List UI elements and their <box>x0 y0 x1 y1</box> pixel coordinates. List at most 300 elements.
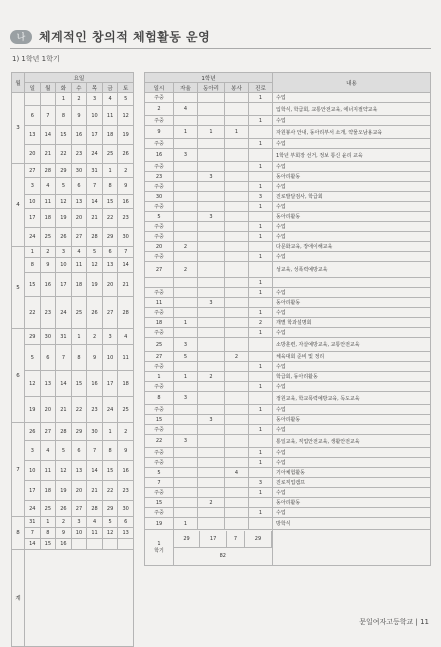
calendar-day: 7 <box>56 345 72 371</box>
calendar-day: 30 <box>118 228 134 247</box>
schedule-content: 수업 <box>273 252 431 262</box>
calendar-day: 10 <box>102 345 118 371</box>
schedule-career: 1 <box>249 93 273 103</box>
schedule-autonomy: 2 <box>174 242 198 252</box>
weekday-label: 목 <box>87 83 103 93</box>
calendar-day: 11 <box>87 528 103 539</box>
calendar-day: 25 <box>71 297 87 329</box>
schedule-content: 동아리활동 <box>273 298 431 308</box>
schedule-autonomy <box>174 288 198 298</box>
schedule-career <box>249 518 273 530</box>
schedule-date: 주중 <box>145 162 174 172</box>
schedule-row <box>145 392 431 405</box>
schedule-autonomy: 5 <box>174 352 198 362</box>
calendar-day: 6 <box>102 247 118 258</box>
calendar-day: 27 <box>71 228 87 247</box>
calendar-day: 9 <box>71 106 87 126</box>
schedule-content: 학급회, 동아리활동 <box>273 372 431 382</box>
schedule-content: 성교육, 성폭력예방교육 <box>273 262 431 278</box>
schedule-club <box>198 478 225 488</box>
schedule-row <box>145 352 431 362</box>
schedule-row <box>145 435 431 448</box>
schedule-row <box>145 192 431 202</box>
schedule-volunteer <box>225 182 249 192</box>
calendar-day: 31 <box>56 329 72 345</box>
schedule-date: 주중 <box>145 182 174 192</box>
schedule-career: 1 <box>249 308 273 318</box>
schedule-content: 수업 <box>273 508 431 518</box>
schedule-club <box>198 308 225 318</box>
schedule-volunteer <box>225 518 249 530</box>
schedule-career: 1 <box>249 288 273 298</box>
schedule-autonomy <box>174 405 198 415</box>
calendar-day: 30 <box>71 164 87 178</box>
calendar-day: 4 <box>118 329 134 345</box>
schedule-total-row <box>145 530 431 566</box>
schedule-content: 수업 <box>273 362 431 372</box>
calendar-day: 10 <box>25 461 41 481</box>
calendar-day <box>25 93 41 106</box>
schedule-career: 1 <box>249 488 273 498</box>
calendar-day: 18 <box>71 273 87 297</box>
calendar-day: 3 <box>25 441 41 461</box>
calendar-day: 27 <box>40 423 56 441</box>
schedule-autonomy <box>174 415 198 425</box>
month-label: 6 <box>12 329 25 423</box>
calendar-day: 21 <box>87 209 103 228</box>
calendar-day: 6 <box>71 441 87 461</box>
schedule-volunteer <box>225 478 249 488</box>
schedule-autonomy <box>174 162 198 172</box>
calendar-day: 29 <box>102 228 118 247</box>
schedule-row <box>145 212 431 222</box>
calendar-day: 19 <box>25 397 41 423</box>
calendar-day: 6 <box>71 178 87 195</box>
calendar-day: 3 <box>71 517 87 528</box>
calendar-day: 27 <box>25 164 41 178</box>
schedule-content: 정원교육, 학교폭력예방교육, 독도교육 <box>273 392 431 405</box>
schedule-autonomy <box>174 458 198 468</box>
schedule-date: 30 <box>145 192 174 202</box>
schedule-volunteer: 2 <box>225 352 249 362</box>
calendar-day: 22 <box>102 209 118 228</box>
schedule-content: 수업 <box>273 182 431 192</box>
calendar-day: 14 <box>87 461 103 481</box>
schedule-date: 19 <box>145 518 174 530</box>
calendar-day: 6 <box>25 106 41 126</box>
calendar-day: 30 <box>87 423 103 441</box>
schedule-volunteer <box>225 392 249 405</box>
schedule-career <box>249 498 273 508</box>
section-badge: 나 <box>10 30 32 44</box>
calendar-day: 16 <box>87 371 103 397</box>
schedule-content: 수업 <box>273 448 431 458</box>
calendar-day: 11 <box>102 106 118 126</box>
calendar-day: 20 <box>102 273 118 297</box>
schedule-date: 주중 <box>145 252 174 262</box>
schedule-autonomy <box>174 488 198 498</box>
schedule-club <box>198 103 225 116</box>
calendar-day: 11 <box>40 461 56 481</box>
calendar-day: 23 <box>87 397 103 423</box>
schedule-volunteer <box>225 222 249 232</box>
calendar-day: 1 <box>25 247 41 258</box>
schedule-autonomy: 1 <box>174 518 198 530</box>
calendar-day <box>71 539 87 550</box>
weekday-label: 월 <box>40 83 56 93</box>
calendar-day: 25 <box>118 397 134 423</box>
calendar-day: 22 <box>25 297 41 329</box>
schedule-career <box>249 435 273 448</box>
total-jayul: 29 <box>174 531 200 548</box>
calendar-day: 19 <box>118 126 134 145</box>
calendar-day: 28 <box>56 423 72 441</box>
schedule-row <box>145 242 431 252</box>
volunteer-column-header: 봉사 <box>225 83 249 93</box>
schedule-volunteer <box>225 338 249 352</box>
schedule-row <box>145 298 431 308</box>
schedule-content: 방학식 <box>273 518 431 530</box>
schedule-career: 1 <box>249 116 273 126</box>
schedule-autonomy <box>174 222 198 232</box>
schedule-volunteer <box>225 498 249 508</box>
schedule-row <box>145 458 431 468</box>
schedule-club <box>198 252 225 262</box>
calendar-day: 13 <box>40 371 56 397</box>
schedule-date: 20 <box>145 242 174 252</box>
calendar-day: 7 <box>40 106 56 126</box>
calendar-day: 4 <box>71 247 87 258</box>
schedule-club: 1 <box>198 126 225 139</box>
calendar-day: 28 <box>40 164 56 178</box>
weekday-label: 금 <box>102 83 118 93</box>
schedule-club <box>198 222 225 232</box>
schedule-club <box>198 202 225 212</box>
calendar-day: 29 <box>71 423 87 441</box>
calendar-day: 13 <box>118 528 134 539</box>
calendar-day: 31 <box>25 517 41 528</box>
calendar-day: 7 <box>118 247 134 258</box>
schedule-volunteer <box>225 405 249 415</box>
calendar-day: 1 <box>56 93 72 106</box>
calendar-day: 20 <box>40 397 56 423</box>
calendar-day: 12 <box>118 106 134 126</box>
calendar-day: 16 <box>56 539 72 550</box>
schedule-autonomy <box>174 139 198 149</box>
calendar-day: 27 <box>102 297 118 329</box>
schedule-club <box>198 392 225 405</box>
calendar-day: 6 <box>40 345 56 371</box>
schedule-club: 3 <box>198 172 225 182</box>
schedule-volunteer <box>225 435 249 448</box>
calendar-day: 13 <box>102 258 118 273</box>
schedule-total-label <box>145 530 174 566</box>
calendar-day: 16 <box>40 273 56 297</box>
calendar-day: 5 <box>118 93 134 106</box>
total-career: 29 <box>244 531 271 548</box>
schedule-autonomy <box>174 172 198 182</box>
calendar-day: 11 <box>118 345 134 371</box>
schedule-career: 1 <box>249 278 273 288</box>
calendar-day: 17 <box>56 273 72 297</box>
schedule-career <box>249 103 273 116</box>
schedule-autonomy <box>174 252 198 262</box>
schedule-club: 3 <box>198 415 225 425</box>
schedule-club <box>198 468 225 478</box>
schedule-row <box>145 222 431 232</box>
schedule-volunteer <box>225 192 249 202</box>
schedule-career <box>249 392 273 405</box>
schedule-table <box>144 72 431 566</box>
calendar-day: 9 <box>56 528 72 539</box>
schedule-volunteer <box>225 103 249 116</box>
calendar-day: 7 <box>25 528 41 539</box>
schedule-content: 수업 <box>273 202 431 212</box>
schedule-date: 2 <box>145 103 174 116</box>
schedule-date <box>145 278 174 288</box>
calendar-day: 3 <box>25 178 41 195</box>
schedule-autonomy <box>174 382 198 392</box>
schedule-content: 통일교육, 직업안전교육, 생활안전교육 <box>273 435 431 448</box>
schedule-career: 1 <box>249 182 273 192</box>
month-label: 3 <box>12 93 25 164</box>
schedule-volunteer <box>225 212 249 222</box>
schedule-content: 소방훈련, 자살예방교육, 교통안전교육 <box>273 338 431 352</box>
schedule-club <box>198 448 225 458</box>
calendar-day: 30 <box>40 329 56 345</box>
section-title: 체계적인 창의적 체험활동 운영 <box>39 30 211 44</box>
calendar-day: 20 <box>71 481 87 501</box>
schedule-row <box>145 252 431 262</box>
schedule-date: 주중 <box>145 308 174 318</box>
calendar-day: 7 <box>87 178 103 195</box>
schedule-date: 9 <box>145 126 174 139</box>
schedule-career <box>249 372 273 382</box>
calendar-day: 1 <box>71 329 87 345</box>
schedule-volunteer <box>225 308 249 318</box>
schedule-autonomy: 4 <box>174 103 198 116</box>
schedule-date: 25 <box>145 338 174 352</box>
schedule-date: 주중 <box>145 288 174 298</box>
calendar-day: 13 <box>71 461 87 481</box>
schedule-career: 1 <box>249 202 273 212</box>
schedule-career <box>249 242 273 252</box>
calendar-day: 22 <box>102 481 118 501</box>
schedule-content: 수업 <box>273 382 431 392</box>
calendar-day: 5 <box>87 247 103 258</box>
schedule-club <box>198 162 225 172</box>
schedule-total-values <box>174 530 273 566</box>
schedule-club <box>198 278 225 288</box>
calendar-day: 19 <box>87 273 103 297</box>
schedule-club <box>198 488 225 498</box>
calendar-day: 3 <box>102 329 118 345</box>
schedule-volunteer <box>225 488 249 498</box>
schedule-row <box>145 382 431 392</box>
calendar-day: 5 <box>102 517 118 528</box>
calendar-day: 29 <box>25 329 41 345</box>
schedule-autonomy <box>174 328 198 338</box>
schedule-content: 수업 <box>273 425 431 435</box>
schedule-date: 5 <box>145 212 174 222</box>
schedule-club <box>198 262 225 278</box>
calendar-day: 18 <box>102 126 118 145</box>
schedule-content: 기아체험활동 <box>273 468 431 478</box>
calendar-day: 17 <box>87 126 103 145</box>
schedule-row <box>145 425 431 435</box>
schedule-autonomy: 1 <box>174 126 198 139</box>
calendar-day: 20 <box>71 209 87 228</box>
schedule-volunteer <box>225 242 249 252</box>
calendar-day: 2 <box>40 247 56 258</box>
calendar-day: 3 <box>56 247 72 258</box>
calendar-day: 4 <box>40 178 56 195</box>
calendar-day: 12 <box>25 371 41 397</box>
schedule-date: 15 <box>145 415 174 425</box>
calendar-day: 18 <box>118 371 134 397</box>
schedule-date: 주중 <box>145 508 174 518</box>
calendar-day: 21 <box>118 273 134 297</box>
calendar-day: 1 <box>102 423 118 441</box>
schedule-date: 주중 <box>145 425 174 435</box>
schedule-club <box>198 508 225 518</box>
schedule-career: 1 <box>249 162 273 172</box>
schedule-date: 주중 <box>145 448 174 458</box>
calendar-day: 14 <box>87 195 103 209</box>
schedule-row <box>145 328 431 338</box>
schedule-autonomy <box>174 202 198 212</box>
schedule-autonomy: 1 <box>174 372 198 382</box>
calendar-day: 8 <box>56 106 72 126</box>
schedule-club <box>198 435 225 448</box>
calendar-day: 8 <box>102 441 118 461</box>
schedule-career <box>249 415 273 425</box>
schedule-content: 동아리활동 <box>273 415 431 425</box>
schedule-row <box>145 172 431 182</box>
schedule-row <box>145 232 431 242</box>
calendar-day: 15 <box>102 461 118 481</box>
schedule-club <box>198 458 225 468</box>
month-label: 5 <box>12 247 25 329</box>
schedule-club: 3 <box>198 298 225 308</box>
schedule-volunteer <box>225 328 249 338</box>
schedule-autonomy <box>174 468 198 478</box>
calendar-day: 25 <box>40 228 56 247</box>
calendar-day: 11 <box>71 258 87 273</box>
schedule-club <box>198 352 225 362</box>
calendar-day: 28 <box>87 228 103 247</box>
schedule-row <box>145 288 431 298</box>
schedule-content: 수업 <box>273 93 431 103</box>
schedule-volunteer <box>225 252 249 262</box>
calendar-day: 15 <box>40 539 56 550</box>
schedule-autonomy: 2 <box>174 262 198 278</box>
schedule-club <box>198 518 225 530</box>
calendar-day: 16 <box>118 461 134 481</box>
calendar-day: 12 <box>56 195 72 209</box>
schedule-content: 수업 <box>273 458 431 468</box>
schedule-volunteer <box>225 93 249 103</box>
schedule-date: 주중 <box>145 328 174 338</box>
schedule-club <box>198 192 225 202</box>
calendar-table <box>11 72 134 647</box>
schedule-career: 1 <box>249 139 273 149</box>
schedule-club <box>198 318 225 328</box>
schedule-career: 1 <box>249 382 273 392</box>
club-column-header: 동아리 <box>198 83 225 93</box>
calendar-day <box>40 93 56 106</box>
schedule-volunteer: 1 <box>225 126 249 139</box>
schedule-club <box>198 116 225 126</box>
schedule-row <box>145 448 431 458</box>
schedule-row <box>145 415 431 425</box>
schedule-career: 3 <box>249 192 273 202</box>
calendar-day: 12 <box>56 461 72 481</box>
schedule-volunteer <box>225 202 249 212</box>
schedule-date: 23 <box>145 172 174 182</box>
calendar-day: 19 <box>56 481 72 501</box>
schedule-row <box>145 362 431 372</box>
calendar-day: 2 <box>56 517 72 528</box>
total-sum: 82 <box>219 553 226 559</box>
schedule-volunteer <box>225 382 249 392</box>
schedule-content: 다문화교육, 장애이해교육 <box>273 242 431 252</box>
schedule-club <box>198 405 225 415</box>
schedule-autonomy <box>174 116 198 126</box>
calendar-day: 24 <box>25 501 41 517</box>
schedule-autonomy <box>174 478 198 488</box>
schedule-content: 동아리활동 <box>273 212 431 222</box>
calendar-day: 30 <box>118 501 134 517</box>
calendar-day: 15 <box>102 195 118 209</box>
schedule-club <box>198 232 225 242</box>
schedule-club <box>198 182 225 192</box>
schedule-career <box>249 149 273 162</box>
month-label: 4 <box>12 164 25 247</box>
schedule-club <box>198 328 225 338</box>
calendar-day: 4 <box>87 517 103 528</box>
schedule-row <box>145 93 431 103</box>
calendar-day: 17 <box>102 371 118 397</box>
schedule-career: 2 <box>249 318 273 328</box>
schedule-date: 22 <box>145 435 174 448</box>
schedule-content: 수업 <box>273 288 431 298</box>
schedule-volunteer: 4 <box>225 468 249 478</box>
schedule-career: 1 <box>249 362 273 372</box>
schedule-autonomy <box>174 192 198 202</box>
calendar-day: 10 <box>87 106 103 126</box>
page-footer: 문일여자고등학교 | 11 <box>359 618 429 626</box>
weekday-label: 수 <box>71 83 87 93</box>
calendar-day: 2 <box>71 93 87 106</box>
calendar-day: 1 <box>102 164 118 178</box>
total-club: 17 <box>200 531 227 548</box>
calendar-day: 10 <box>25 195 41 209</box>
calendar-day: 12 <box>102 528 118 539</box>
schedule-career: 1 <box>249 252 273 262</box>
schedule-autonomy: 3 <box>174 149 198 162</box>
calendar-day: 9 <box>118 178 134 195</box>
schedule-autonomy <box>174 182 198 192</box>
calendar-day: 5 <box>56 441 72 461</box>
schedule-content: 진로발달검사, 학급회 <box>273 192 431 202</box>
schedule-career: 1 <box>249 222 273 232</box>
calendar-day: 16 <box>71 126 87 145</box>
schedule-autonomy: 1 <box>174 318 198 328</box>
schedule-date: 주중 <box>145 488 174 498</box>
schedule-autonomy <box>174 93 198 103</box>
calendar-day: 21 <box>40 145 56 164</box>
